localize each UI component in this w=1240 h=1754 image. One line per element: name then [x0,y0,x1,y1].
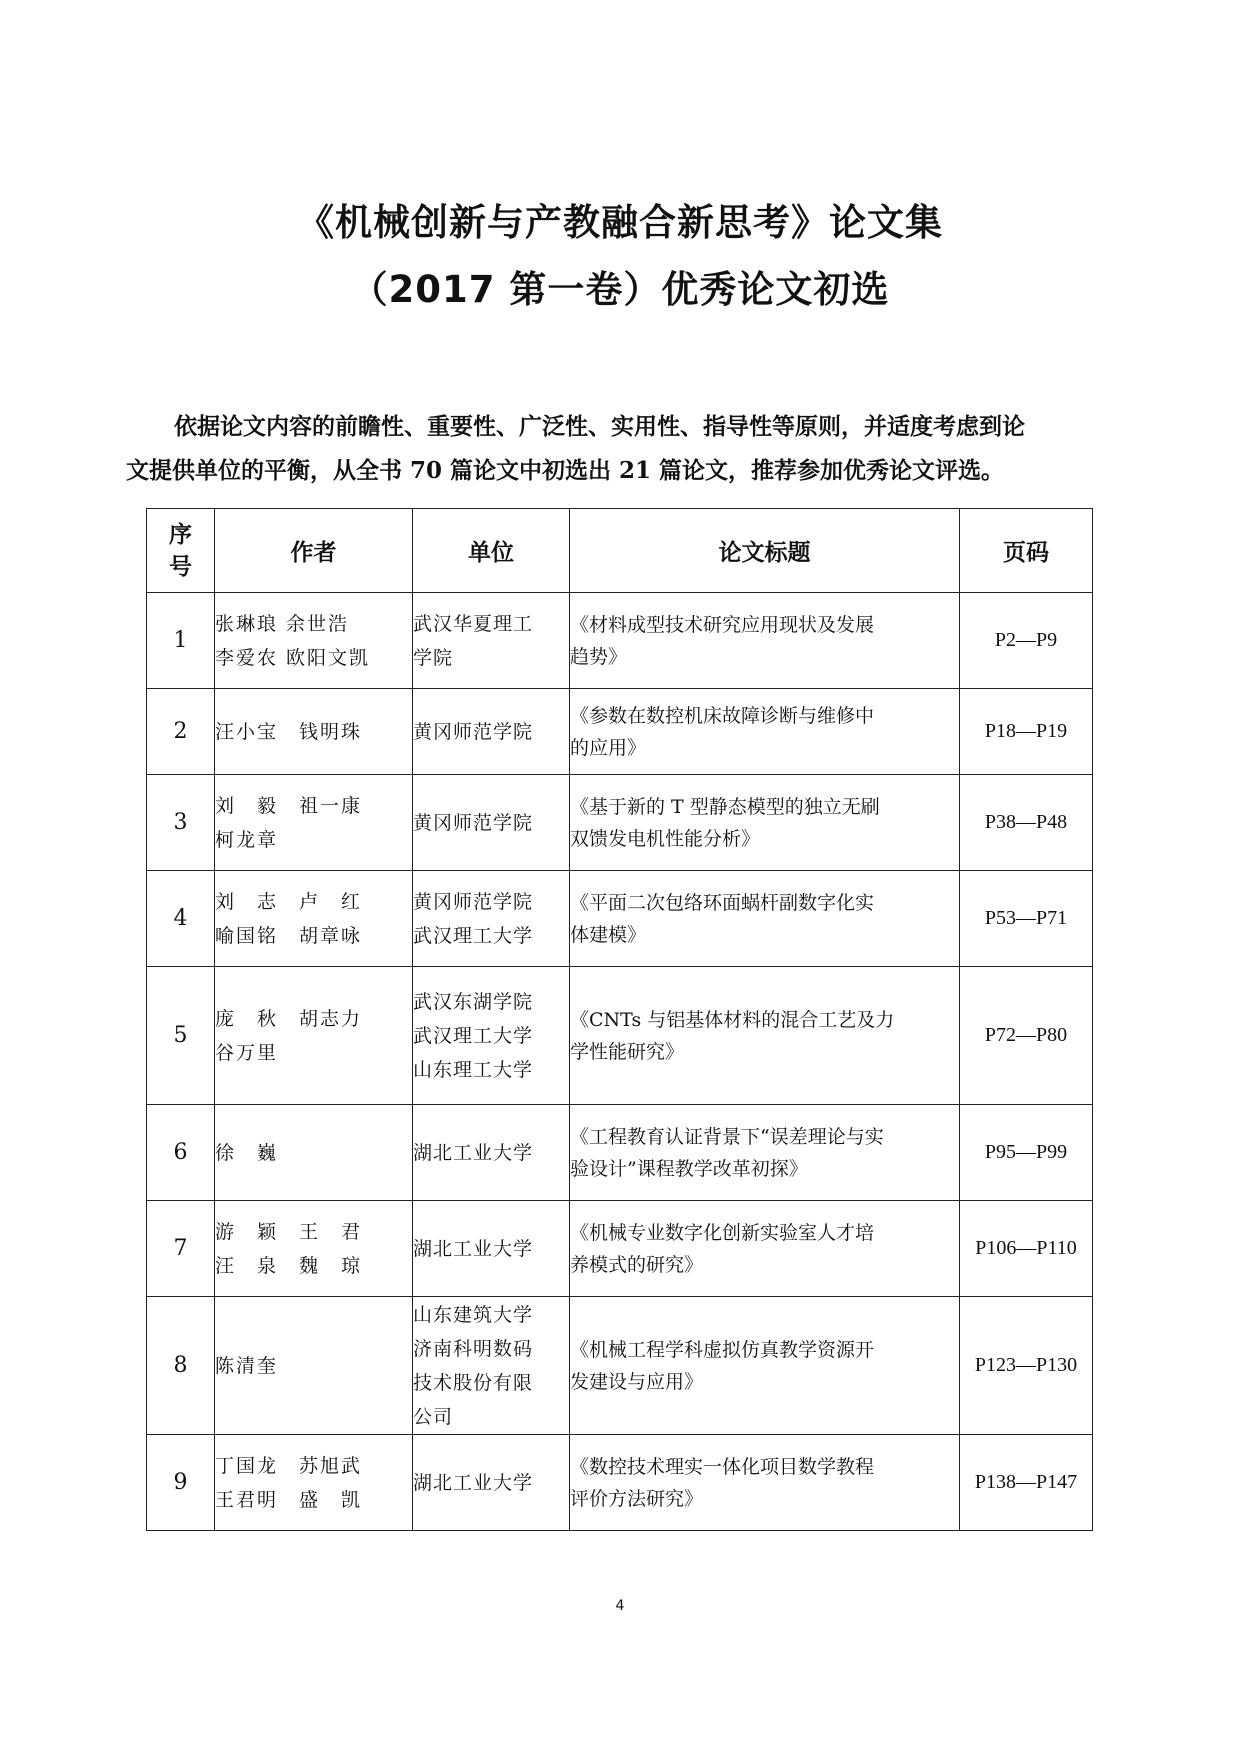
paper-title-line: 发建设与应用》 [570,1370,704,1393]
paper-title-cell [570,1435,960,1531]
table-row [147,1297,1093,1435]
author-line: 刘 毅 祖一康 [215,794,363,817]
table-header-row [147,509,1093,593]
paper-title-cell [570,1201,960,1297]
paper-title-line: 趋势》 [570,645,628,668]
author-line: 丁国龙 苏旭武 [215,1454,363,1477]
paper-title-line: 双馈发电机性能分析》 [570,827,761,850]
serial-number-cell: 2 [147,689,215,775]
page-range-cell: P53—P71 [960,871,1093,967]
serial-number-cell: 3 [147,775,215,871]
paper-title-line: 《数控技术理实一体化项目数学教程 [570,1455,875,1478]
unit-line: 公司 [413,1405,454,1428]
author-cell [215,1105,413,1201]
unit-line: 湖北工业大学 [413,1471,534,1494]
intro-paragraph-line1: 依据论文内容的前瞻性、重要性、广泛性、实用性、指导性等原则，并适度考虑到论 [174,413,1025,440]
unit-line: 武汉华夏理工 [413,612,534,635]
author-cell [215,1201,413,1297]
page-range-cell: P38—P48 [960,775,1093,871]
paper-title-line: 《平面二次包络环面蜗杆副数字化实 [570,891,875,914]
unit-line: 武汉理工大学 [413,1024,534,1047]
unit-cell [413,1435,570,1531]
author-line: 汪小宝 钱明珠 [215,720,363,743]
table-row [147,1435,1093,1531]
header-serial-number-line1: 序 [169,521,192,548]
header-page: 页码 [960,509,1093,593]
header-author: 作者 [215,509,413,593]
serial-number-cell: 8 [147,1297,215,1435]
paper-title-cell [570,1105,960,1201]
paper-title-line: 《基于新的 T 型静态模型的独立无刷 [570,795,880,818]
author-line: 徐 巍 [215,1141,279,1164]
author-cell [215,1435,413,1531]
unit-line: 黄冈师范学院 [413,811,534,834]
paper-title-line: 《参数在数控机床故障诊断与维修中 [570,704,875,727]
unit-line: 武汉理工大学 [413,924,534,947]
unit-line: 武汉东湖学院 [413,990,534,1013]
table-row [147,689,1093,775]
table-body [147,593,1093,1531]
author-cell [215,1297,413,1435]
table-row [147,967,1093,1105]
paper-title-line: 验设计”课程教学改革初探》 [570,1157,808,1180]
serial-number-cell: 9 [147,1435,215,1531]
page-range-cell: P2—P9 [960,593,1093,689]
unit-cell [413,593,570,689]
document-title-line1: 《机械创新与产教融合新思考》论文集 [297,201,943,244]
paper-title-cell [570,1297,960,1435]
page-range-cell: P123—P130 [960,1297,1093,1435]
paper-title-line: 《工程教育认证背景下“误差理论与实 [570,1125,884,1148]
paper-title-line: 《材料成型技术研究应用现状及发展 [570,613,875,636]
author-cell [215,689,413,775]
page-range-cell: P72—P80 [960,967,1093,1105]
author-line: 谷万里 [215,1041,279,1064]
page-number: 4 [615,1598,625,1614]
author-cell [215,775,413,871]
author-line: 张琳琅 余世浩 [215,612,350,635]
paper-title-line: 《CNTs 与铝基体材料的混合工艺及力 [570,1008,895,1031]
page-range-cell: P95—P99 [960,1105,1093,1201]
author-line: 王君明 盛 凯 [215,1488,363,1511]
unit-line: 湖北工业大学 [413,1141,534,1164]
author-line: 柯龙章 [215,828,279,851]
intro-paragraph-line2: 文提供单位的平衡，从全书 70 篇论文中初选出 21 篇论文，推荐参加优秀论文评选。 [126,457,1005,484]
page-range-cell: P18—P19 [960,689,1093,775]
table-row [147,1105,1093,1201]
serial-number-cell: 5 [147,967,215,1105]
author-line: 庞 秋 胡志力 [215,1007,363,1030]
unit-cell [413,1201,570,1297]
serial-number-cell: 1 [147,593,215,689]
unit-line: 湖北工业大学 [413,1237,534,1260]
unit-cell [413,689,570,775]
unit-line: 学院 [413,646,454,669]
page-range-cell: P138—P147 [960,1435,1093,1531]
paper-title-line: 《机械专业数字化创新实验室人才培 [570,1221,875,1244]
paper-title-cell [570,871,960,967]
paper-title-cell [570,967,960,1105]
serial-number-cell: 6 [147,1105,215,1201]
author-line: 陈清奎 [215,1354,279,1377]
unit-line: 济南科明数码 [413,1337,534,1360]
document-title-line2: （2017 第一卷）优秀论文初选 [350,268,890,311]
unit-line: 黄冈师范学院 [413,720,534,743]
header-serial-number [147,509,215,593]
serial-number-cell: 7 [147,1201,215,1297]
author-cell [215,593,413,689]
paper-title-line: 的应用》 [570,736,647,759]
unit-line: 山东建筑大学 [413,1303,534,1326]
unit-cell [413,967,570,1105]
author-line: 刘 志 卢 红 [215,890,363,913]
table-row [147,775,1093,871]
unit-line: 技术股份有限 [413,1371,534,1394]
unit-cell [413,871,570,967]
paper-title-line: 评价方法研究》 [570,1487,704,1510]
serial-number-cell: 4 [147,871,215,967]
unit-cell [413,1297,570,1435]
page-range-cell: P106—P110 [960,1201,1093,1297]
table-row [147,1201,1093,1297]
paper-title-line: 学性能研究》 [570,1040,685,1063]
author-cell [215,967,413,1105]
author-line: 喻国铭 胡章咏 [215,924,363,947]
table-row [147,593,1093,689]
unit-cell [413,775,570,871]
author-line: 游 颖 王 君 [215,1220,363,1243]
header-serial-number-line2: 号 [169,553,192,580]
author-line: 李爱农 欧阳文凯 [215,646,371,669]
header-paper-title: 论文标题 [570,509,960,593]
author-line: 汪 泉 魏 琼 [215,1254,363,1277]
author-cell [215,871,413,967]
paper-title-cell [570,689,960,775]
table-row [147,871,1093,967]
unit-cell [413,1105,570,1201]
unit-line: 山东理工大学 [413,1058,534,1081]
paper-title-line: 《机械工程学科虚拟仿真教学资源开 [570,1338,875,1361]
paper-title-cell [570,593,960,689]
paper-title-line: 养模式的研究》 [570,1253,704,1276]
unit-line: 黄冈师范学院 [413,890,534,913]
header-unit: 单位 [413,509,570,593]
papers-table [146,508,1093,1531]
paper-title-cell [570,775,960,871]
paper-title-line: 体建模》 [570,923,647,946]
